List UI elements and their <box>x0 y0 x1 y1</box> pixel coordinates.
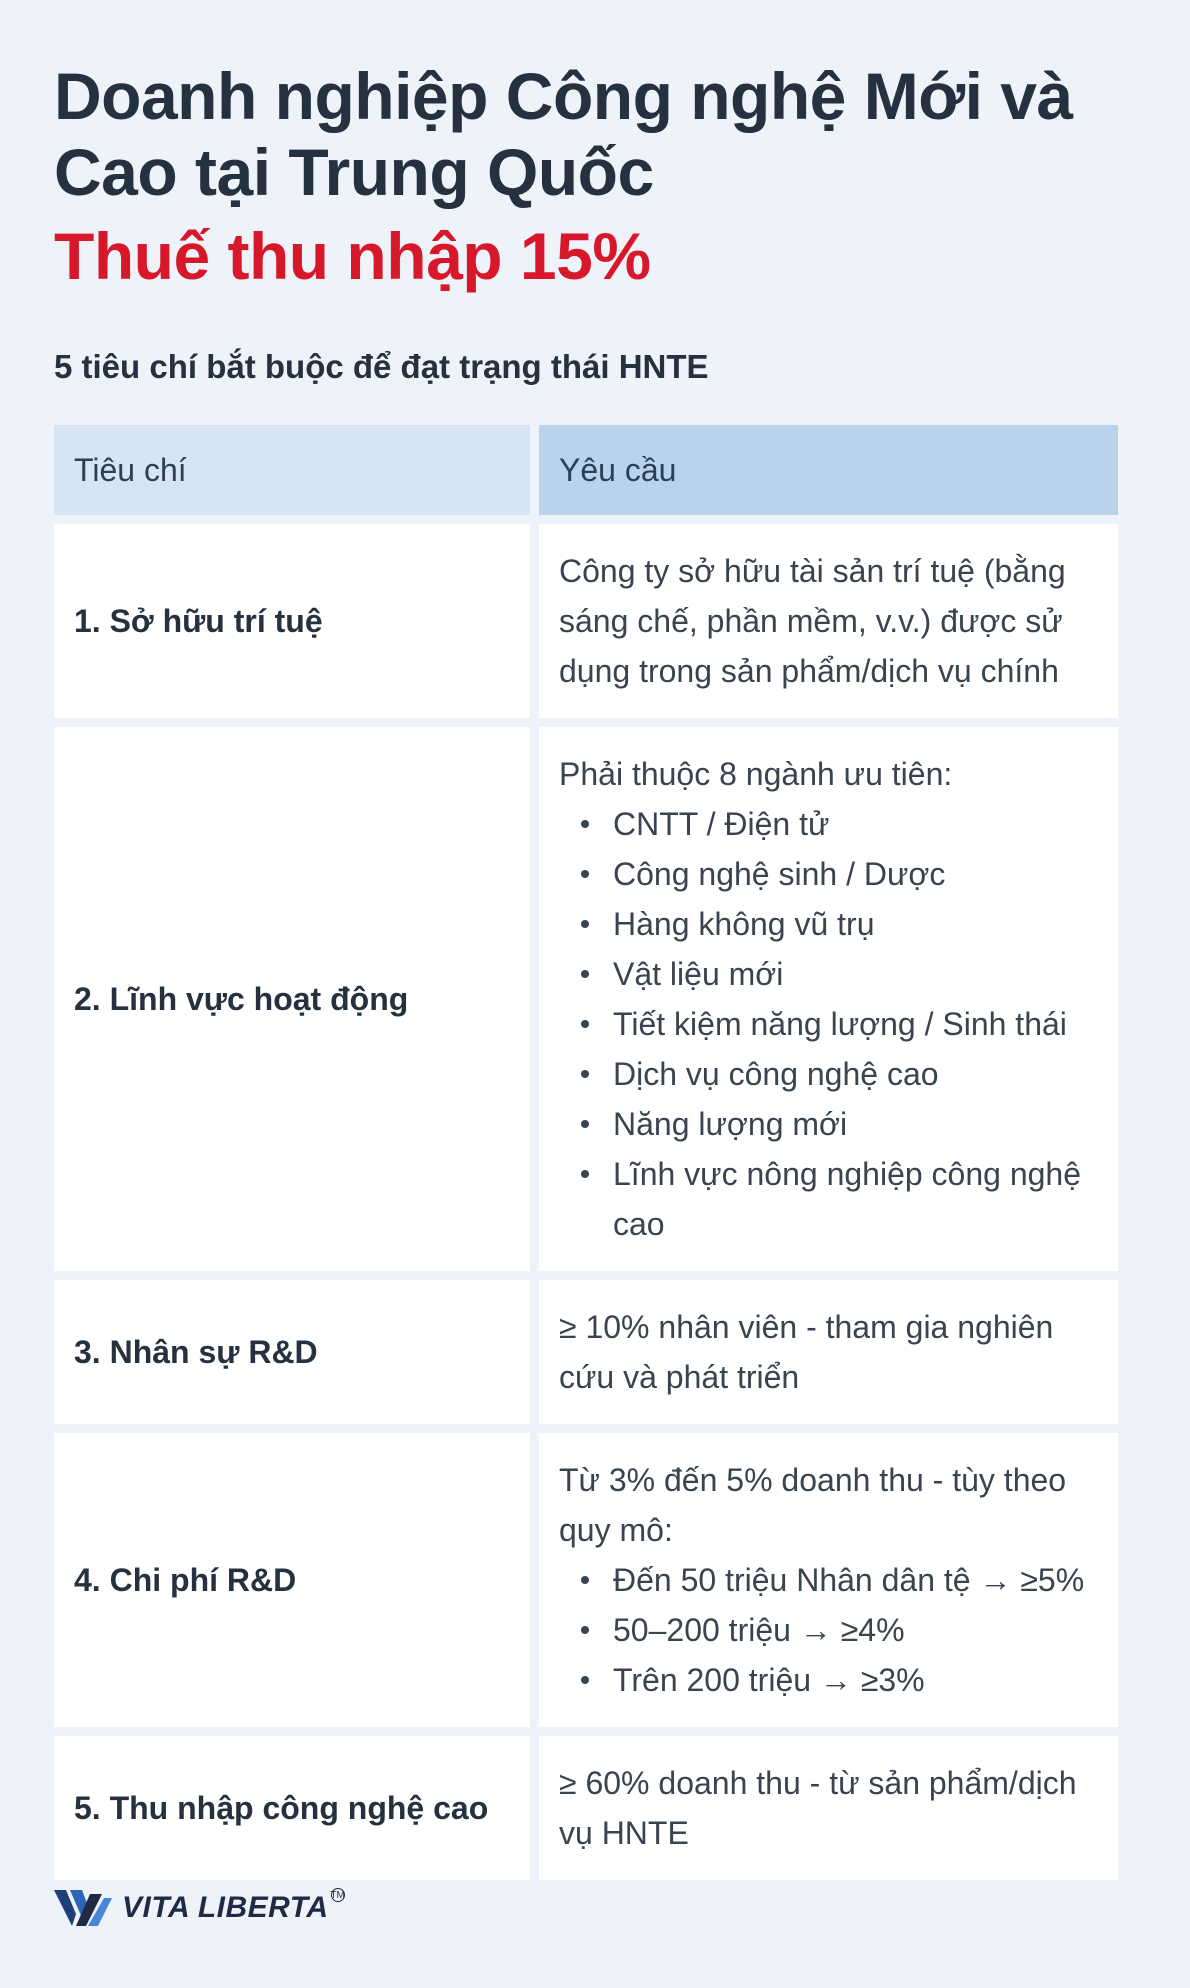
requirement-cell <box>539 727 1118 1271</box>
list-item: CNTT / Điện tử <box>559 799 1098 849</box>
requirement-intro: Từ 3% đến 5% doanh thu - tùy theo quy mô: <box>559 1462 1067 1548</box>
subtitle: 5 tiêu chí bắt buộc để đạt trạng thái HNTE <box>54 348 709 385</box>
requirement-cell <box>539 1433 1118 1727</box>
industry-list <box>559 799 1098 1249</box>
criteria-table <box>45 416 1127 1889</box>
title-line-2: Cao tại Trung Quốc <box>54 135 654 209</box>
brand-name: VITA LIBERTA <box>122 1891 329 1924</box>
title-line-1: Doanh nghiệp Công nghệ Mới và <box>54 59 1073 133</box>
table-header-row <box>54 425 1118 515</box>
requirement-cell: Công ty sở hữu tài sản trí tuệ (bằng sáng chế, phần mềm, v.v.) được sử dụng trong sản phẩm/dịch vụ chính <box>539 524 1118 718</box>
list-item: Trên 200 triệu → ≥3% <box>559 1655 1098 1705</box>
criterion-cell: 5. Thu nhập công nghệ cao <box>54 1736 530 1880</box>
requirement-intro: Phải thuộc 8 ngành ưu tiên: <box>559 756 953 792</box>
list-item: Công nghệ sinh / Dược <box>559 849 1098 899</box>
list-item: 50–200 triệu → ≥4% <box>559 1605 1098 1655</box>
list-item: Vật liệu mới <box>559 949 1098 999</box>
threshold-list <box>559 1555 1098 1705</box>
requirement-cell: ≥ 60% doanh thu - từ sản phẩm/dịch vụ HNTE <box>539 1736 1118 1880</box>
requirement-cell: ≥ 10% nhân viên - tham gia nghiên cứu và phát triển <box>539 1280 1118 1424</box>
list-item: Lĩnh vực nông nghiệp công nghệ cao <box>559 1149 1098 1249</box>
title-accent: Thuế thu nhập 15% <box>54 219 651 293</box>
list-item: Hàng không vũ trụ <box>559 899 1098 949</box>
criterion-cell: 4. Chi phí R&D <box>54 1433 530 1727</box>
criterion-cell: 1. Sở hữu trí tuệ <box>54 524 530 718</box>
trademark-icon: TM <box>330 1889 345 1901</box>
column-header-criterion: Tiêu chí <box>54 425 530 515</box>
list-item: Dịch vụ công nghệ cao <box>559 1049 1098 1099</box>
table-row <box>54 524 1118 718</box>
criterion-cell: 2. Lĩnh vực hoạt động <box>54 727 530 1271</box>
list-item: Đến 50 triệu Nhân dân tệ → ≥5% <box>559 1555 1098 1605</box>
table-row <box>54 727 1118 1271</box>
list-item: Tiết kiệm năng lượng / Sinh thái <box>559 999 1098 1049</box>
vita-liberta-logo-icon <box>54 1888 112 1928</box>
table-row <box>54 1280 1118 1424</box>
criterion-cell: 3. Nhân sự R&D <box>54 1280 530 1424</box>
list-item: Năng lượng mới <box>559 1099 1098 1149</box>
page-title <box>54 0 1136 294</box>
table-row <box>54 1736 1118 1880</box>
table-row <box>54 1433 1118 1727</box>
column-header-requirement: Yêu cầu <box>539 425 1118 515</box>
brand-logo <box>54 1888 345 1928</box>
